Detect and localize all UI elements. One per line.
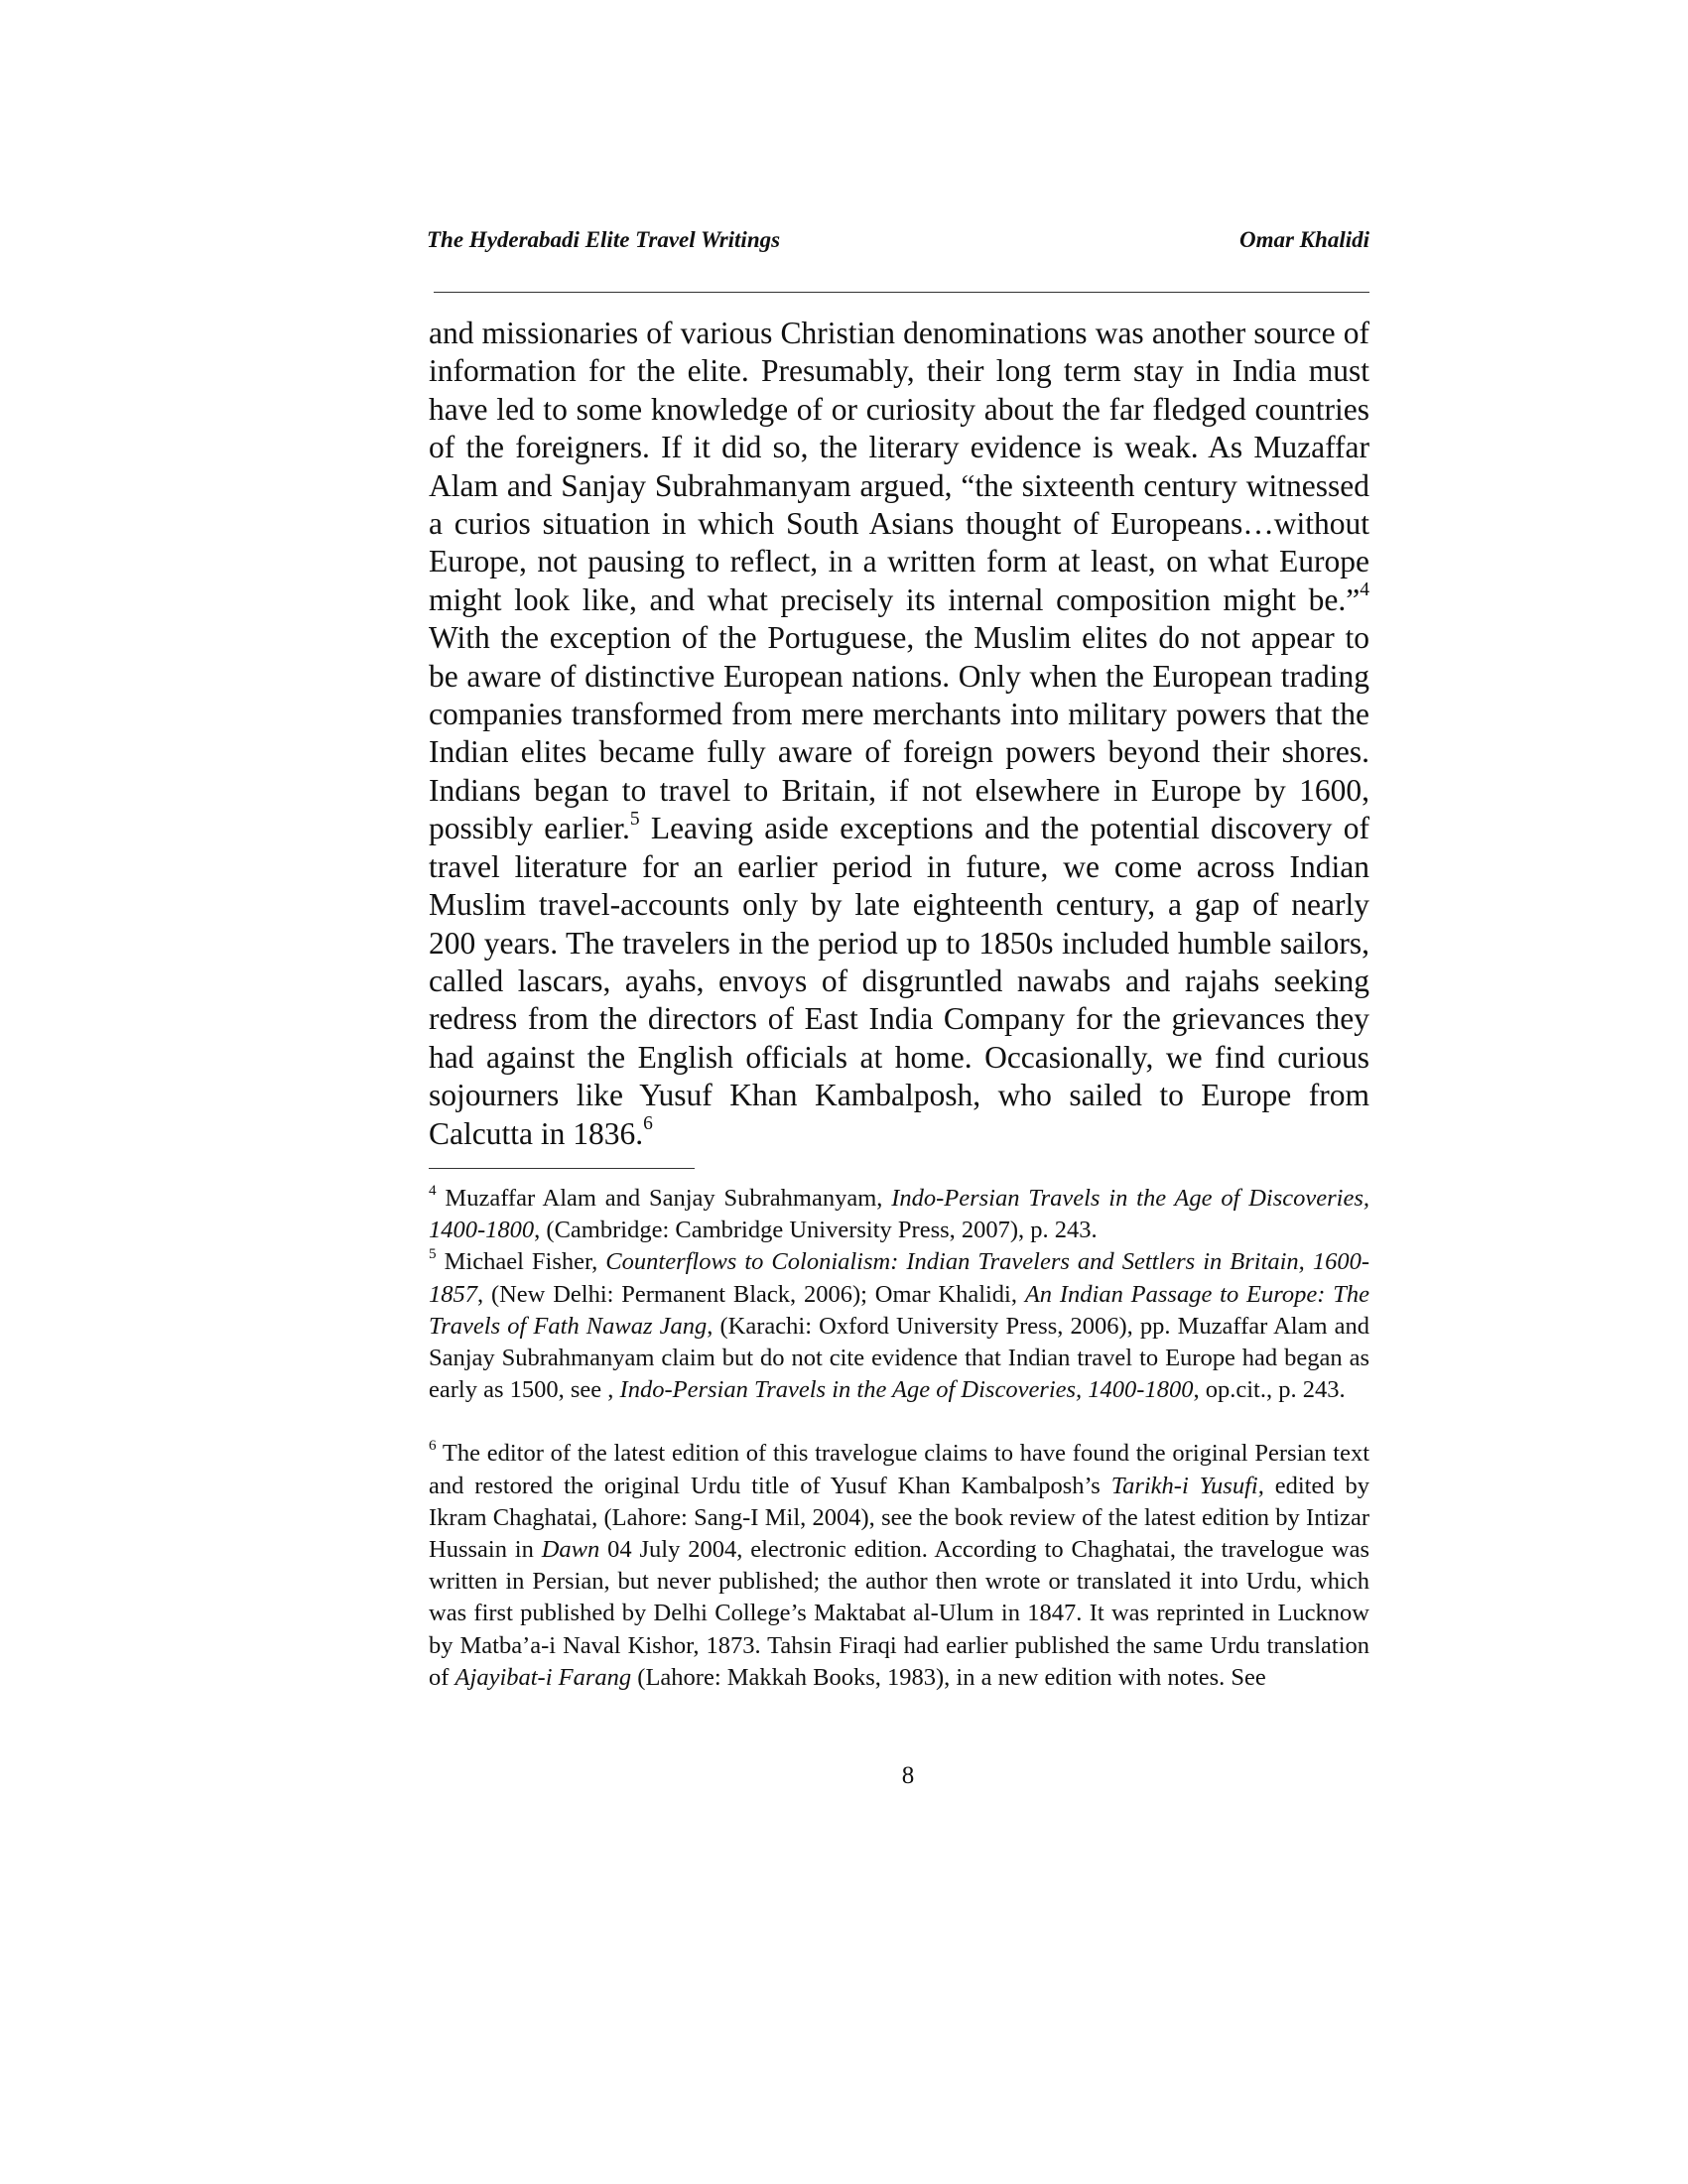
footnote-title: An Indian Passage to Europe: The Travels of Fath Nawaz Jang (429, 1280, 1369, 1340)
footnote-text: (Lahore: Makkah Books, 1983), in a new edition with notes. See (631, 1663, 1266, 1691)
body-text-part: With the exception of the Portuguese, the Muslim elites do not appear to be aware of distinctive European nations. Only when the European trading companies transformed from mere merchants into military powers that the Indian elites became fully aware of foreign powers beyond their shores. Indians began to travel to Britain, if not elsewhere in Europe by 1600, possibly earlier. (429, 620, 1369, 846)
footnote-title: Tarikh-i Yusufi, (1110, 1472, 1264, 1499)
body-text-part: Leaving aside exceptions and the potential discovery of travel literature for an earlier period in future, we come across Indian Muslim travel-accounts only by late eighteenth century, a gap of nearly 200 years. The travelers in the period up to 1850s included humble sailors, called lascars, ayahs, envoys of disgruntled nawabs and rajahs seeking redress from the directors of East India Company for the grievances they had against the English officials at home. Occasionally, we find curious sojourners like Yusuf Khan Kambalposh, who sailed to Europe from Calcutta in 1836. (429, 811, 1369, 1151)
running-header (427, 227, 1369, 267)
footnote-number: 6 (429, 1437, 437, 1454)
footnote-text: edited by Ikram Chaghatai, (Lahore: Sang-I Mil, 2004), see the book review of the latest edition by Intizar Hussain in (429, 1472, 1369, 1564)
body-text (429, 315, 1369, 1153)
page-number: 8 (901, 1762, 915, 1789)
footnote-ref-6[interactable]: 6 (643, 1113, 653, 1135)
running-author: Omar Khalidi (1238, 227, 1369, 252)
footnote-6 (429, 1438, 1369, 1694)
footnote-title: Indo-Persian Travels in the Age of Discoveries, 1400-1800 (619, 1376, 1194, 1404)
footnote-title: Indo-Persian Travels in the Age of Discoveries, 1400-1800 (429, 1185, 1369, 1244)
footnote-title: Counterflows to Colonialism: Indian Travelers and Settlers in Britain, 1600-1857 (429, 1248, 1369, 1308)
footnote-separator (429, 1168, 695, 1169)
body-text-part: and missionaries of various Christian denominations was another source of information for the elite. Presumably, their long term stay in India must have led to some knowledge of or curiosity about the far fledged countries of the foreigners. If it did so, the literary evidence is weak. As Muzaffar Alam and Sanjay Subrahmanyam argued, “the sixteenth century witnessed a curios situation in which South Asians thought of Europeans…without Europe, not pausing to reflect, in a written form at least, on what Europe might look like, and what precisely its internal composition might be.” (429, 316, 1369, 617)
header-rule (434, 292, 1369, 293)
running-title: The Hyderabadi Elite Travel Writings (427, 227, 781, 252)
footnote-text: , op.cit., p. 243. (1193, 1376, 1346, 1404)
footnote-text: , (New Delhi: Permanent Black, 2006); Omar Khalidi, (477, 1280, 1025, 1308)
footnote-text: Muzaffar Alam and Sanjay Subrahmanyam, (436, 1185, 892, 1212)
body-paragraph (429, 315, 1369, 1153)
footnote-text: Michael Fisher, (436, 1248, 606, 1276)
footnote-title: Ajayibat-i Farang (454, 1663, 632, 1691)
footnote-text: , (Karachi: Oxford University Press, 2006), pp. Muzaffar Alam and Sanjay Subrahmanyam claim but do not cite evidence that Indian travel to Europe had began as early as 1500, see , (429, 1312, 1369, 1404)
footnote-number: 5 (429, 1244, 437, 1262)
footnote-text: The editor of the latest edition of this travelogue claims to have found the original Persian text and restored the original Urdu title of Yusuf Khan Kambalposh’s (429, 1440, 1369, 1499)
footnote-5 (429, 1246, 1369, 1406)
footnotes (429, 1183, 1369, 1694)
footnote-text: , (Cambridge: Cambridge University Press, 2007), p. 243. (534, 1217, 1098, 1244)
footnote-number: 4 (429, 1181, 437, 1199)
footnote-title: Dawn (541, 1536, 600, 1564)
footnote-text: 04 July 2004, electronic edition. According to Chaghatai, the travelogue was written in Persian, but never published; the author then wrote or translated it into Urdu, which was first published by Delhi College’s Maktabat al-Ulum in 1847. It was reprinted in Lucknow by Matba’a-i Naval Kishor, 1873. Tahsin Firaqi had earlier published the same Urdu translation of (429, 1536, 1369, 1691)
footnote-4 (429, 1183, 1369, 1246)
footnote-ref-5[interactable]: 5 (629, 808, 640, 830)
footnote-ref-4[interactable]: 4 (1360, 579, 1369, 601)
